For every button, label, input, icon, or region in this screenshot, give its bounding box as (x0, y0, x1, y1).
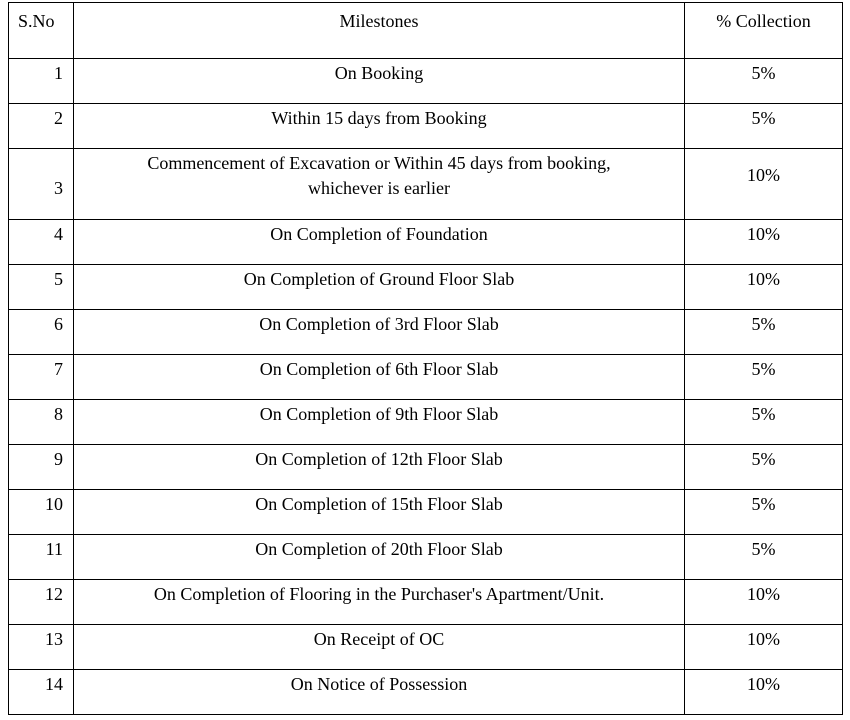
row-collection: 10% (685, 670, 843, 715)
row-milestone: On Completion of 9th Floor Slab (74, 400, 685, 445)
row-sno: 8 (9, 400, 74, 445)
row-collection: 10% (685, 149, 843, 220)
row-milestone: On Booking (74, 59, 685, 104)
row-milestone: On Completion of 15th Floor Slab (74, 490, 685, 535)
table-row (9, 400, 843, 445)
row-collection: 5% (685, 59, 843, 104)
row-collection: 5% (685, 490, 843, 535)
row-collection: 10% (685, 265, 843, 310)
table-row (9, 625, 843, 670)
table-row (9, 445, 843, 490)
row-sno: 9 (9, 445, 74, 490)
table-row (9, 490, 843, 535)
row-milestone: On Completion of 20th Floor Slab (74, 535, 685, 580)
header-milestones: Milestones (74, 3, 685, 59)
row-sno: 12 (9, 580, 74, 625)
table-row (9, 59, 843, 104)
row-milestone: Commencement of Excavation or Within 45 days from booking, whichever is earlier (74, 149, 685, 220)
row-sno: 5 (9, 265, 74, 310)
payment-plan-table (8, 2, 843, 715)
table-row (9, 310, 843, 355)
row-collection: 10% (685, 220, 843, 265)
table-row (9, 149, 843, 220)
row-sno: 11 (9, 535, 74, 580)
header-collection: % Collection (685, 3, 843, 59)
row-sno: 6 (9, 310, 74, 355)
row-milestone: On Receipt of OC (74, 625, 685, 670)
row-sno: 14 (9, 670, 74, 715)
row-collection: 5% (685, 104, 843, 149)
row-milestone: On Completion of Ground Floor Slab (74, 265, 685, 310)
table-row (9, 265, 843, 310)
table-row (9, 580, 843, 625)
row-collection: 5% (685, 445, 843, 490)
row-milestone: On Completion of 3rd Floor Slab (74, 310, 685, 355)
row-milestone: On Completion of 12th Floor Slab (74, 445, 685, 490)
row-collection: 5% (685, 355, 843, 400)
row-sno: 2 (9, 104, 74, 149)
row-collection: 10% (685, 625, 843, 670)
row-sno: 7 (9, 355, 74, 400)
table-row (9, 355, 843, 400)
row-sno: 3 (9, 149, 74, 220)
row-milestone: On Completion of Foundation (74, 220, 685, 265)
row-sno: 4 (9, 220, 74, 265)
row-collection: 5% (685, 535, 843, 580)
header-row (9, 3, 843, 59)
row-milestone: On Completion of Flooring in the Purchaser's Apartment/Unit. (74, 580, 685, 625)
row-sno: 1 (9, 59, 74, 104)
table-row (9, 104, 843, 149)
table-row (9, 220, 843, 265)
table-row (9, 670, 843, 715)
row-milestone: On Completion of 6th Floor Slab (74, 355, 685, 400)
row-milestone: On Notice of Possession (74, 670, 685, 715)
row-collection: 5% (685, 400, 843, 445)
table-row (9, 535, 843, 580)
row-collection: 5% (685, 310, 843, 355)
row-sno: 13 (9, 625, 74, 670)
header-sno: S.No (9, 3, 74, 59)
row-collection: 10% (685, 580, 843, 625)
row-milestone: Within 15 days from Booking (74, 104, 685, 149)
row-sno: 10 (9, 490, 74, 535)
